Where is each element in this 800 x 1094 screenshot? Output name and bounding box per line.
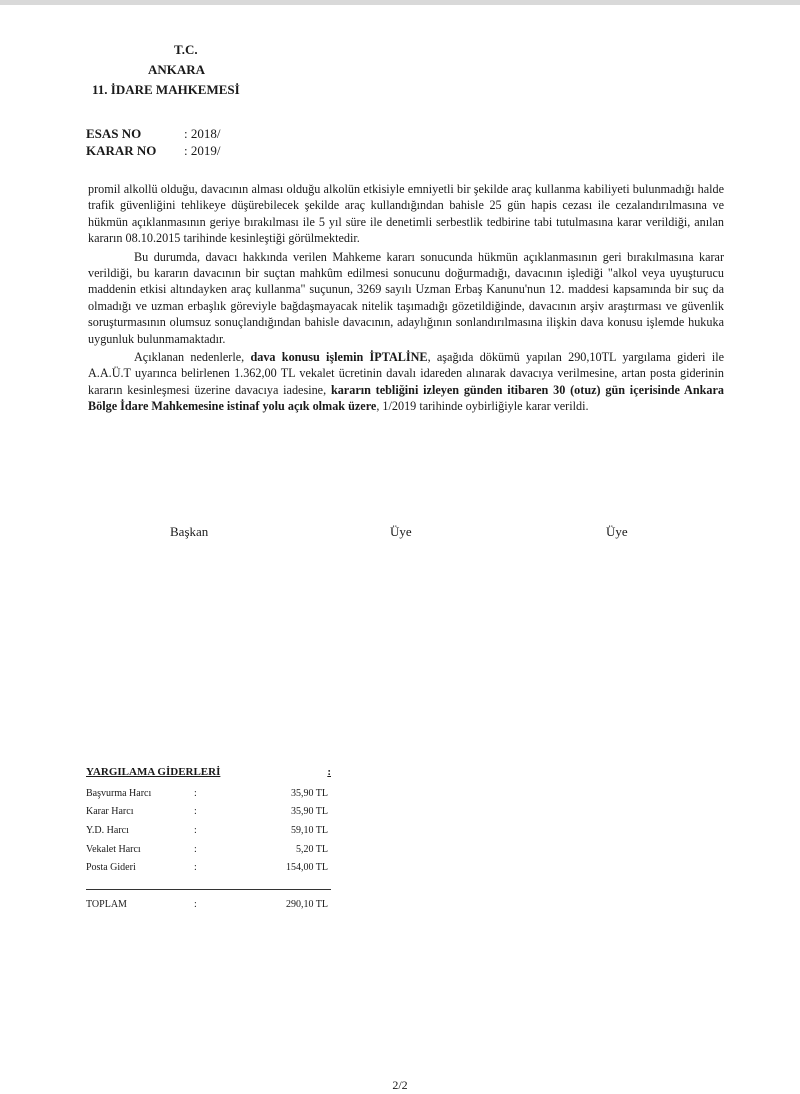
cost-row	[86, 821, 336, 840]
top-bar	[0, 0, 800, 5]
cost-amount: 154,00 TL	[285, 862, 328, 874]
header-court-name: 11. İDARE MAHKEMESİ	[92, 82, 240, 97]
costs-divider	[86, 889, 331, 890]
p3-part-a: Açıklanan nedenlerle,	[134, 350, 251, 365]
case-meta	[86, 125, 220, 159]
cost-amount: 5,20 TL	[295, 843, 328, 855]
court-header	[92, 40, 292, 100]
total-label: TOPLAM	[86, 898, 127, 910]
paragraph-2: Bu durumda, davacı hakkında verilen Mahkeme kararı sonucunda hükmün açıklanmasının geri bırakılmasına karar verildiği, bu kararın davacının bir suçtan mahkûm edilmesi sonucunu doğurmadığı, davacının işlediği "alkol veya uyuşturucu maddenin etkisi altındayken araç kullanma" suçunun, 3269 sayılı Uzman Erbaş Kanunu'nun 12. maddesi kapsamında bir suç da olmadığı ve uzman erbaşlık göreviyle bağdaşmayacak nitelik taşımadığı gözetildiğinde, davacının arşiv araştırması ve güvenlik soruşturmasının olumsuz sonuçlandığından bahisle davacının, adaylığının sonlandırılmasına ilişkin dava konusu işlemde hukuka uygunluk bulunmamaktadır.	[88, 249, 724, 346]
cost-label: Vekalet Harcı	[86, 843, 141, 855]
total-amount: 290,10 TL	[285, 898, 328, 910]
paragraph-1: promil alkollü olduğu, davacının alması olduğu alkolün etkisiyle emniyetli bir şekilde araç kullanma kabiliyeti bulunmadığı halde trafik güvenliğini tehlikeye düşürebilecek şekilde araç kullandığından bahisle 25 gün hapis cezası ile cezalandırılmasına ve hükmün açıklanmasının geriye bırakılması ile 5 yıl süre ile denetimli serbestlik tedbirine tabi tutulmasına karar verildiği, anılan kararın 08.10.2015 tarihinde kesinleştiği görülmektedir.	[88, 182, 724, 246]
cost-colon: :	[194, 843, 197, 855]
cost-label: Başvurma Harcı	[86, 787, 152, 799]
costs-title	[86, 766, 331, 778]
costs-title-text: YARGILAMA GİDERLERİ	[86, 766, 221, 778]
signature-row	[0, 524, 800, 544]
karar-label: KARAR NO	[86, 143, 157, 158]
cost-label: Y.D. Harcı	[86, 824, 129, 836]
karar-value: : 2019/	[184, 143, 221, 158]
header-tc: T.C.	[174, 42, 198, 57]
costs-section	[86, 766, 336, 914]
total-colon: :	[194, 898, 197, 910]
esas-label: ESAS NO	[86, 126, 142, 141]
signature-baskan: Başkan	[170, 524, 209, 539]
cost-colon: :	[194, 824, 197, 836]
costs-title-colon: :	[327, 766, 331, 778]
cost-colon: :	[194, 787, 197, 799]
cost-row	[86, 840, 336, 859]
p3-istinaf-bold: kararın tebliğini izleyen günden itibaren 30 (otuz) gün içerisinde Ankara Bölge İdare Mahkemesine istinaf yolu açık olmak üzere	[88, 382, 724, 414]
cost-colon: :	[194, 862, 197, 874]
esas-row	[86, 125, 220, 142]
signature-uye-2: Üye	[606, 524, 628, 539]
cost-label: Karar Harcı	[86, 806, 134, 818]
cost-row	[86, 784, 336, 803]
cost-list	[86, 784, 336, 877]
karar-row	[86, 142, 220, 159]
cost-label: Posta Gideri	[86, 862, 136, 874]
cost-amount: 59,10 TL	[290, 824, 328, 836]
cost-total-row	[86, 895, 336, 914]
header-city: ANKARA	[148, 62, 206, 77]
p3-iptal-bold: dava konusu işlemin İPTALİNE	[250, 350, 428, 365]
cost-row	[86, 803, 336, 822]
decision-body	[88, 181, 724, 415]
cost-amount: 35,90 TL	[290, 806, 328, 818]
p3-part-e: , 1/2019 tarihinde oybirliğiyle karar verildi.	[376, 399, 589, 414]
paragraph-3	[88, 349, 724, 415]
cost-amount: 35,90 TL	[290, 787, 328, 799]
cost-row	[86, 858, 336, 877]
p3-part-c: , aşağıda dökümü yapılan 290,10TL yargılama gideri ile A.A.Ü.T uyarınca belirlenen 1.362,00 TL vekalet ücretinin davalı idareden alınarak davacıya verilmesine, artan posta giderinin kararın kesinleşmesi üzerine davacıya iadesine,	[88, 350, 725, 397]
esas-value: : 2018/	[184, 126, 221, 141]
cost-colon: :	[194, 806, 197, 818]
signature-uye-1: Üye	[390, 524, 412, 539]
page-number: 2/2	[392, 1078, 408, 1092]
